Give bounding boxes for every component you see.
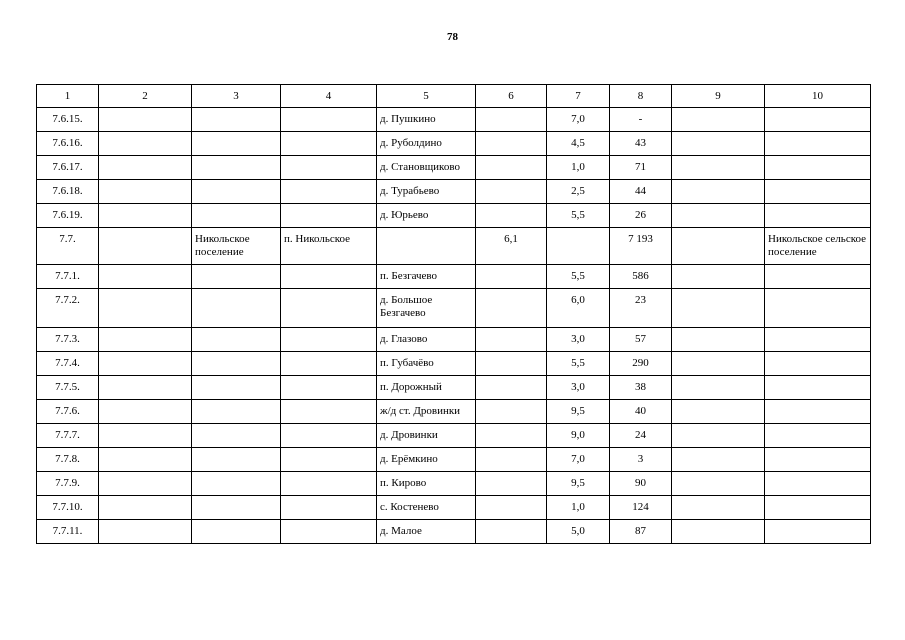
municipality-cell <box>192 204 281 228</box>
center-cell <box>281 352 377 376</box>
distance-center-cell <box>476 472 547 496</box>
note-cell <box>765 472 871 496</box>
center-cell: п. Никольское <box>281 228 377 265</box>
row-number-cell: 7.7.6. <box>37 400 99 424</box>
cell-col-9 <box>672 520 765 544</box>
note-cell <box>765 132 871 156</box>
note-cell <box>765 180 871 204</box>
distance-center-cell <box>476 352 547 376</box>
column-header: 1 <box>37 85 99 108</box>
distance-center-cell <box>476 496 547 520</box>
cell-col-2 <box>99 376 192 400</box>
cell-col-9 <box>672 496 765 520</box>
municipality-cell <box>192 496 281 520</box>
cell-col-9 <box>672 108 765 132</box>
note-cell <box>765 496 871 520</box>
note-cell <box>765 204 871 228</box>
cell-col-2 <box>99 400 192 424</box>
column-header: 8 <box>610 85 672 108</box>
center-cell <box>281 376 377 400</box>
note-cell <box>765 289 871 328</box>
distance-cell: 5,5 <box>547 265 610 289</box>
distance-cell: 7,0 <box>547 108 610 132</box>
municipality-cell <box>192 352 281 376</box>
distance-cell: 5,5 <box>547 204 610 228</box>
table-row <box>37 424 871 448</box>
settlement-name-cell: п. Кирово <box>377 472 476 496</box>
population-cell: 7 193 <box>610 228 672 265</box>
column-header: 3 <box>192 85 281 108</box>
distance-center-cell: 6,1 <box>476 228 547 265</box>
cell-col-2 <box>99 424 192 448</box>
row-number-cell: 7.6.18. <box>37 180 99 204</box>
note-cell <box>765 376 871 400</box>
center-cell <box>281 448 377 472</box>
distance-cell: 4,5 <box>547 132 610 156</box>
distance-center-cell <box>476 204 547 228</box>
distance-center-cell <box>476 180 547 204</box>
cell-col-2 <box>99 180 192 204</box>
municipality-cell <box>192 180 281 204</box>
note-cell <box>765 328 871 352</box>
municipality-cell <box>192 328 281 352</box>
municipality-cell <box>192 472 281 496</box>
row-number-cell: 7.6.15. <box>37 108 99 132</box>
municipality-cell <box>192 424 281 448</box>
distance-cell: 5,0 <box>547 520 610 544</box>
cell-col-9 <box>672 265 765 289</box>
cell-col-9 <box>672 352 765 376</box>
table-row <box>37 472 871 496</box>
cell-col-2 <box>99 472 192 496</box>
center-cell <box>281 520 377 544</box>
table-row <box>37 328 871 352</box>
row-number-cell: 7.7.10. <box>37 496 99 520</box>
table-row <box>37 204 871 228</box>
note-cell <box>765 520 871 544</box>
row-number-cell: 7.7. <box>37 228 99 265</box>
table-row <box>37 448 871 472</box>
center-cell <box>281 156 377 180</box>
distance-center-cell <box>476 376 547 400</box>
note-cell <box>765 400 871 424</box>
distance-cell <box>547 228 610 265</box>
distance-center-cell <box>476 265 547 289</box>
distance-cell: 5,5 <box>547 352 610 376</box>
distance-center-cell <box>476 289 547 328</box>
column-header: 7 <box>547 85 610 108</box>
row-number-cell: 7.6.19. <box>37 204 99 228</box>
population-cell: 23 <box>610 289 672 328</box>
center-cell <box>281 289 377 328</box>
row-number-cell: 7.7.8. <box>37 448 99 472</box>
center-cell <box>281 424 377 448</box>
population-cell: 3 <box>610 448 672 472</box>
row-number-cell: 7.7.5. <box>37 376 99 400</box>
cell-col-2 <box>99 496 192 520</box>
note-cell <box>765 156 871 180</box>
row-number-cell: 7.7.1. <box>37 265 99 289</box>
population-cell: 57 <box>610 328 672 352</box>
settlement-name-cell: д. Становщиково <box>377 156 476 180</box>
cell-col-9 <box>672 328 765 352</box>
note-cell <box>765 448 871 472</box>
municipality-cell <box>192 132 281 156</box>
population-cell: 24 <box>610 424 672 448</box>
population-cell: 43 <box>610 132 672 156</box>
distance-cell: 2,5 <box>547 180 610 204</box>
column-header: 6 <box>476 85 547 108</box>
cell-col-2 <box>99 328 192 352</box>
column-header: 9 <box>672 85 765 108</box>
center-cell <box>281 328 377 352</box>
cell-col-9 <box>672 204 765 228</box>
population-cell: 586 <box>610 265 672 289</box>
population-cell: 90 <box>610 472 672 496</box>
municipality-cell: Никольское поселение <box>192 228 281 265</box>
municipality-cell <box>192 448 281 472</box>
distance-center-cell <box>476 520 547 544</box>
municipality-cell <box>192 376 281 400</box>
settlements-table <box>36 84 871 544</box>
center-cell <box>281 204 377 228</box>
table-row <box>37 352 871 376</box>
column-header: 2 <box>99 85 192 108</box>
cell-col-2 <box>99 289 192 328</box>
settlement-name-cell: п. Безгачево <box>377 265 476 289</box>
table-row <box>37 289 871 328</box>
cell-col-9 <box>672 424 765 448</box>
column-header: 10 <box>765 85 871 108</box>
cell-col-9 <box>672 376 765 400</box>
center-cell <box>281 472 377 496</box>
row-number-cell: 7.7.7. <box>37 424 99 448</box>
distance-cell: 7,0 <box>547 448 610 472</box>
municipality-cell <box>192 520 281 544</box>
settlement-name-cell <box>377 228 476 265</box>
cell-col-2 <box>99 156 192 180</box>
population-cell: - <box>610 108 672 132</box>
page-number: 78 <box>447 31 458 43</box>
note-cell <box>765 352 871 376</box>
row-number-cell: 7.7.9. <box>37 472 99 496</box>
settlement-name-cell: д. Руболдино <box>377 132 476 156</box>
center-cell <box>281 265 377 289</box>
table-row <box>37 400 871 424</box>
cell-col-2 <box>99 228 192 265</box>
distance-cell: 9,0 <box>547 424 610 448</box>
cell-col-9 <box>672 472 765 496</box>
distance-center-cell <box>476 156 547 180</box>
column-header: 5 <box>377 85 476 108</box>
settlement-name-cell: п. Дорожный <box>377 376 476 400</box>
row-number-cell: 7.7.3. <box>37 328 99 352</box>
table-row <box>37 108 871 132</box>
distance-cell: 1,0 <box>547 156 610 180</box>
table-row <box>37 132 871 156</box>
distance-cell: 3,0 <box>547 376 610 400</box>
table-row <box>37 520 871 544</box>
row-number-cell: 7.7.4. <box>37 352 99 376</box>
municipality-cell <box>192 108 281 132</box>
distance-center-cell <box>476 400 547 424</box>
municipality-cell <box>192 289 281 328</box>
distance-center-cell <box>476 132 547 156</box>
cell-col-9 <box>672 228 765 265</box>
distance-center-cell <box>476 328 547 352</box>
population-cell: 87 <box>610 520 672 544</box>
settlement-name-cell: д. Малое <box>377 520 476 544</box>
distance-cell: 3,0 <box>547 328 610 352</box>
settlement-name-cell: д. Дровинки <box>377 424 476 448</box>
settlement-name-cell: д. Пушкино <box>377 108 476 132</box>
cell-col-2 <box>99 352 192 376</box>
row-number-cell: 7.7.2. <box>37 289 99 328</box>
center-cell <box>281 180 377 204</box>
settlement-name-cell: д. Глазово <box>377 328 476 352</box>
note-cell <box>765 265 871 289</box>
distance-cell: 9,5 <box>547 472 610 496</box>
settlement-name-cell: д. Юрьево <box>377 204 476 228</box>
distance-cell: 9,5 <box>547 400 610 424</box>
note-cell <box>765 108 871 132</box>
row-number-cell: 7.6.17. <box>37 156 99 180</box>
settlement-name-cell: п. Губачёво <box>377 352 476 376</box>
distance-center-cell <box>476 424 547 448</box>
table-row <box>37 496 871 520</box>
note-cell: Никольское сельское поселение <box>765 228 871 265</box>
cell-col-9 <box>672 448 765 472</box>
cell-col-9 <box>672 180 765 204</box>
municipality-cell <box>192 265 281 289</box>
distance-cell: 1,0 <box>547 496 610 520</box>
distance-center-cell <box>476 108 547 132</box>
cell-col-2 <box>99 448 192 472</box>
settlement-name-cell: ж/д ст. Дровинки <box>377 400 476 424</box>
center-cell <box>281 132 377 156</box>
population-cell: 44 <box>610 180 672 204</box>
municipality-cell <box>192 156 281 180</box>
settlement-name-cell: с. Костенево <box>377 496 476 520</box>
settlement-name-cell: д. Большое Безгачево <box>377 289 476 328</box>
population-cell: 40 <box>610 400 672 424</box>
population-cell: 26 <box>610 204 672 228</box>
center-cell <box>281 400 377 424</box>
row-number-cell: 7.7.11. <box>37 520 99 544</box>
note-cell <box>765 424 871 448</box>
header-row <box>37 85 871 108</box>
distance-center-cell <box>476 448 547 472</box>
cell-col-2 <box>99 265 192 289</box>
cell-col-2 <box>99 520 192 544</box>
cell-col-9 <box>672 132 765 156</box>
municipality-cell <box>192 400 281 424</box>
cell-col-9 <box>672 289 765 328</box>
population-cell: 38 <box>610 376 672 400</box>
cell-col-9 <box>672 400 765 424</box>
distance-cell: 6,0 <box>547 289 610 328</box>
table-row <box>37 228 871 265</box>
center-cell <box>281 108 377 132</box>
table-row <box>37 156 871 180</box>
table-row <box>37 180 871 204</box>
population-cell: 71 <box>610 156 672 180</box>
table-row <box>37 376 871 400</box>
population-cell: 290 <box>610 352 672 376</box>
table-row <box>37 265 871 289</box>
center-cell <box>281 496 377 520</box>
cell-col-2 <box>99 204 192 228</box>
cell-col-2 <box>99 132 192 156</box>
population-cell: 124 <box>610 496 672 520</box>
column-header: 4 <box>281 85 377 108</box>
cell-col-9 <box>672 156 765 180</box>
row-number-cell: 7.6.16. <box>37 132 99 156</box>
settlement-name-cell: д. Ерёмкино <box>377 448 476 472</box>
settlement-name-cell: д. Турабьево <box>377 180 476 204</box>
cell-col-2 <box>99 108 192 132</box>
